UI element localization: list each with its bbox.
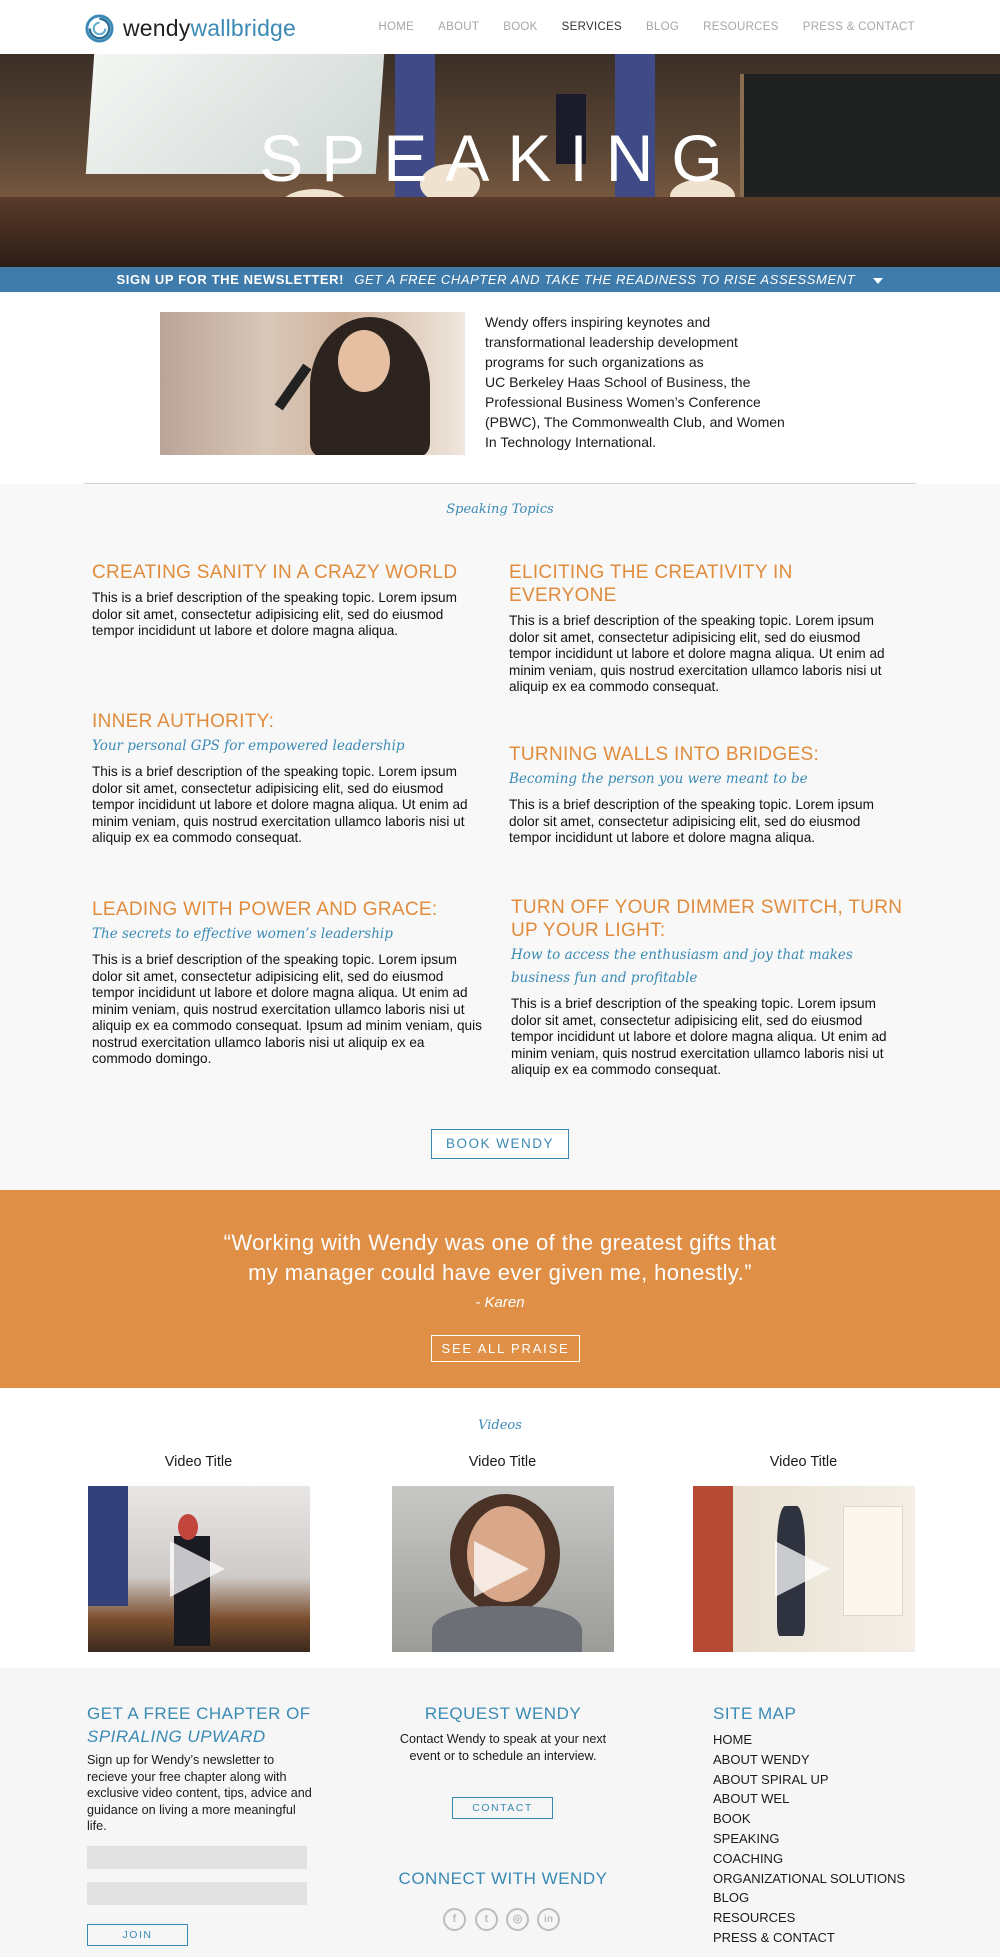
nav-resources[interactable]: RESOURCES	[703, 21, 779, 33]
nav-press-contact[interactable]: PRESS & CONTACT	[802, 21, 915, 33]
free-chapter-title-line: GET A FREE CHAPTER OF	[87, 1704, 311, 1723]
intro-line: UC Berkeley Haas School of Business, the	[485, 374, 751, 390]
linkedin-icon[interactable]: in	[537, 1908, 560, 1931]
sitemap-link[interactable]: ORGANIZATIONAL SOLUTIONS	[713, 1870, 906, 1886]
sitemap-link[interactable]: BLOG	[713, 1890, 750, 1906]
thumb-slide	[843, 1506, 903, 1616]
intro-text	[485, 312, 840, 452]
wendy-speaking-photo	[160, 312, 465, 455]
sitemap-title: SITE MAP	[713, 1704, 797, 1723]
newsletter-offer: GET A FREE CHAPTER AND TAKE THE READINESS TO RISE ASSESSMENT	[354, 272, 856, 287]
logo-text	[123, 15, 296, 42]
sitemap-list	[713, 1730, 905, 1948]
video-title[interactable]: Video Title	[769, 1454, 838, 1470]
join-button[interactable]: JOIN	[87, 1924, 188, 1946]
testimonial-author: - Karen	[475, 1294, 525, 1311]
sitemap-link[interactable]: COACHING	[713, 1850, 784, 1866]
topic-title: LEADING WITH POWER AND GRACE:	[92, 899, 438, 920]
topic-subtitle: How to access the enthusiasm and joy that makes business fun and profitable	[511, 947, 853, 986]
topic-card	[92, 561, 487, 640]
nav-book[interactable]: BOOK	[503, 21, 538, 33]
topic-description: This is a brief description of the speaking topic. Lorem ipsum dolor sit amet, consectetur adipisicing elit, sed do eiusmod tempor incididunt ut labore et dolore magna aliqua. Ut enim ad minim veniam, quis nostrud exercitation ullamco laboris nisi ut aliquip ex ea commodo consequat.	[509, 613, 885, 694]
thumb-curtain	[88, 1486, 128, 1606]
topic-title: TURN OFF YOUR DIMMER SWITCH, TURN UP YOUR LIGHT:	[511, 897, 903, 941]
topic-title: INNER AUTHORITY:	[92, 711, 275, 732]
twitter-icon[interactable]: t	[475, 1908, 498, 1931]
instagram-icon[interactable]: ◎	[506, 1908, 529, 1931]
topic-description: This is a brief description of the speaking topic. Lorem ipsum dolor sit amet, consectetur adipisicing elit, sed do eiusmod tempor incididunt ut labore et dolore magna aliqua. Ut enim ad minim veniam, quis nostrud exercitation ullamco laboris nisi ut aliquip ex ea commodo consequat.	[92, 764, 468, 845]
topic-card	[509, 743, 904, 847]
contact-button[interactable]: CONTACT	[452, 1797, 553, 1819]
spiral-logo-icon	[84, 13, 115, 44]
topic-subtitle: Becoming the person you were meant to be	[509, 771, 808, 787]
topic-card	[511, 896, 906, 1079]
logo-text-wallbridge: wallbridge	[190, 15, 297, 41]
sitemap-link[interactable]: BOOK	[713, 1811, 751, 1827]
intro-line: programs for such organizations as	[485, 354, 704, 370]
intro-line: Wendy offers inspiring keynotes and	[485, 314, 711, 330]
topic-card	[509, 561, 904, 696]
play-icon[interactable]	[170, 1541, 225, 1597]
main-nav	[354, 21, 915, 33]
video-title[interactable]: Video Title	[164, 1454, 233, 1470]
logo-text-wendy: wendy	[123, 15, 191, 41]
play-icon[interactable]	[775, 1541, 830, 1597]
free-chapter-title	[87, 1702, 311, 1748]
thumb-speaker	[178, 1514, 198, 1540]
intro-line: (PBWC), The Commonwealth Club, and Women	[485, 414, 785, 430]
newsletter-email-input[interactable]	[87, 1882, 307, 1905]
section-label-topics: Speaking Topics	[446, 502, 554, 517]
page-title: SPEAKING	[259, 121, 741, 195]
topic-card	[92, 898, 487, 1068]
sitemap-link[interactable]: SPEAKING	[713, 1830, 780, 1846]
sitemap-link[interactable]: HOME	[713, 1732, 752, 1747]
topic-subtitle: The secrets to effective women’s leadership	[92, 926, 393, 942]
video-title[interactable]: Video Title	[468, 1454, 537, 1470]
book-wendy-button[interactable]: BOOK WENDY	[431, 1129, 569, 1159]
sitemap-link[interactable]: PRESS & CONTACT	[713, 1929, 835, 1945]
topic-description: This is a brief description of the speaking topic. Lorem ipsum dolor sit amet, consectetur adipisicing elit, sed do eiusmod tempor incididunt ut labore et dolore magna aliqua. Ut enim ad minim veniam, quis nostrud exercitation ullamco laboris nisi ut aliquip ex ea commodo consequat.	[511, 996, 887, 1077]
chevron-down-icon[interactable]	[873, 278, 883, 284]
intro-line: Professional Business Women’s Conference	[485, 394, 761, 410]
praise-section	[0, 1190, 1000, 1388]
topic-title: CREATING SANITY IN A CRAZY WORLD	[92, 562, 458, 583]
section-label-videos: Videos	[478, 1418, 522, 1433]
video-thumbnail[interactable]	[392, 1486, 614, 1652]
nav-home[interactable]: HOME	[378, 21, 415, 33]
nav-services[interactable]: SERVICES	[561, 21, 623, 33]
video-thumbnail[interactable]	[693, 1486, 915, 1652]
site-header	[0, 0, 1000, 54]
topic-title: TURNING WALLS INTO BRIDGES:	[509, 744, 820, 765]
thumb-shoulders	[432, 1606, 582, 1652]
nav-about[interactable]: ABOUT	[438, 21, 480, 33]
logo[interactable]	[84, 13, 296, 44]
topic-title: ELICITING THE CREATIVITY IN EVERYONE	[509, 562, 793, 606]
request-wendy-title: REQUEST WENDY	[424, 1704, 582, 1723]
hero-audience	[0, 197, 1000, 267]
video-thumbnail[interactable]	[88, 1486, 310, 1652]
nav-blog[interactable]: BLOG	[646, 21, 680, 33]
newsletter-name-input[interactable]	[87, 1846, 307, 1869]
facebook-icon[interactable]: f	[443, 1908, 466, 1931]
topic-card	[92, 710, 487, 847]
sitemap-link[interactable]: RESOURCES	[713, 1910, 796, 1926]
topic-description: This is a brief description of the speaking topic. Lorem ipsum dolor sit amet, consectetur adipisicing elit, sed do eiusmod tempor incididunt ut labore et dolore magna aliqua.	[509, 797, 874, 845]
microphone-icon	[275, 364, 312, 411]
sitemap-link[interactable]: ABOUT WENDY	[713, 1751, 810, 1767]
intro-line: transformational leadership development	[485, 334, 738, 350]
quote-line: “Working with Wendy was one of the greatest gifts that	[223, 1230, 777, 1255]
sitemap-link[interactable]: ABOUT WEL	[713, 1791, 790, 1807]
sitemap-link[interactable]: ABOUT SPIRAL UP	[713, 1771, 829, 1787]
connect-title: CONNECT WITH WENDY	[398, 1869, 608, 1888]
topic-subtitle: Your personal GPS for empowered leadership	[92, 738, 405, 754]
free-chapter-book-title: SPIRALING UPWARD	[87, 1727, 266, 1746]
testimonial-quote	[0, 1228, 1000, 1288]
hero-banner	[0, 54, 1000, 267]
intro-line: In Technology International.	[485, 434, 656, 450]
photo-face	[338, 330, 390, 392]
topic-description: This is a brief description of the speaking topic. Lorem ipsum dolor sit amet, consectetur adipisicing elit, sed do eiusmod tempor incididunt ut labore et dolore magna aliqua.	[92, 590, 457, 638]
topic-description: This is a brief description of the speaking topic. Lorem ipsum dolor sit amet, consectetur adipisicing elit, sed do eiusmod tempor incididunt ut labore et dolore magna aliqua. Ut enim ad minim veniam, quis nostrud exercitation ullamco laboris nisi ut aliquip ex ea commodo consequat. Ipsum ad minim veniam, quis nostrud exercitation ullamco laboris nisi ut aliquip ex ea commodo domingo.	[92, 952, 482, 1066]
free-chapter-text: Sign up for Wendy’s newsletter to recieve your free chapter along with exclusive video content, tips, advice and guidance on living a more meaningful life.	[87, 1753, 312, 1833]
request-wendy-text: Contact Wendy to speak at your next event or to schedule an interview.	[399, 1732, 607, 1763]
newsletter-lead: SIGN UP FOR THE NEWSLETTER!	[116, 272, 345, 287]
quote-line: my manager could have ever given me, honestly.”	[248, 1260, 752, 1285]
newsletter-bar[interactable]	[0, 267, 1000, 292]
speaking-topics-section	[0, 484, 1000, 1190]
play-icon[interactable]	[474, 1541, 529, 1597]
see-all-praise-button[interactable]: SEE ALL PRAISE	[431, 1335, 580, 1362]
